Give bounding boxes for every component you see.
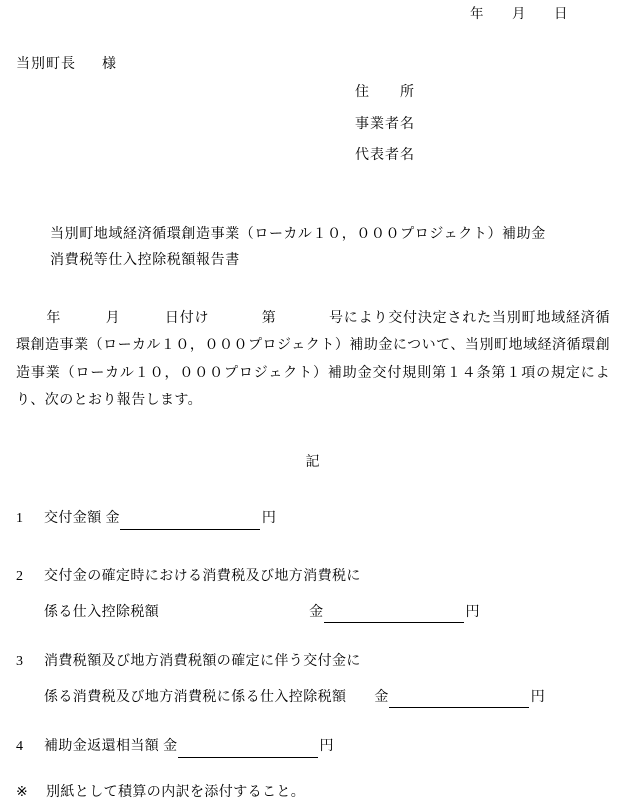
item-2 [16, 566, 612, 623]
item-3-amount-prefix: 金 [374, 689, 389, 705]
body-line1-rest: 号により交付決定された当別町地域経済循 [328, 311, 611, 326]
body-line2: 環創造事業（ローカル１０，０００プロジェクト）補助金について、当別町地域経済 [16, 338, 567, 354]
document-title-line1: 当別町地域経済循環創造事業（ローカル１０，０００プロジェクト）補助金 [50, 227, 546, 242]
item-3 [16, 651, 612, 708]
date-day-label: 日 [554, 6, 568, 21]
item-3-number: 3 [16, 654, 24, 669]
footnote-text: 別紙として積算の内訳を添付すること。 [46, 785, 306, 800]
ki-marker: 記 [305, 455, 322, 470]
item-2-line2: 係る仕入控除税額 [44, 604, 160, 620]
item-4 [16, 736, 612, 758]
item-4-amount-suffix: 円 [319, 739, 334, 754]
item-2-line1: 交付金の確定時における消費税及び地方消費税に [44, 569, 361, 584]
body-paragraph [16, 305, 610, 414]
item-1-amount [106, 508, 277, 530]
sender-address-label: 住 所 [355, 85, 415, 100]
body-line3: 循環創造事業（ローカル１０，０００プロジェクト）補助金交付規則第１４条第１項 [16, 338, 610, 381]
document-title-line2: 消費税等仕入控除税額報告書 [50, 252, 240, 268]
body-number-label: 第 [261, 311, 277, 326]
body-daydate-label: 日付け [164, 311, 210, 326]
item-2-number: 2 [16, 569, 24, 584]
sender-block [355, 82, 415, 177]
item-2-amount [309, 602, 480, 624]
item-1-amount-prefix: 金 [105, 511, 120, 526]
sender-representative-label: 代表者名 [355, 148, 415, 164]
footnote-mark: ※ [16, 785, 29, 800]
item-1 [16, 508, 612, 530]
item-3-line2: 係る消費税及び地方消費税に係る仕入控除税額 [44, 689, 347, 705]
footnote [16, 782, 305, 804]
item-3-amount [374, 687, 545, 709]
date-year-label: 年 [470, 6, 484, 21]
document-title [50, 222, 610, 274]
item-4-amount-prefix: 金 [163, 739, 178, 754]
addressee-name: 当別町長 [16, 57, 76, 72]
item-4-text: 補助金返還相当額 [44, 739, 160, 754]
item-4-number: 4 [16, 739, 24, 754]
addressee [16, 54, 117, 76]
item-3-line1: 消費税額及び地方消費税額の確定に伴う交付金に [44, 654, 361, 669]
date-line [470, 4, 620, 25]
body-month-label: 月 [105, 311, 121, 326]
item-1-amount-suffix: 円 [261, 511, 277, 526]
item-2-amount-blank[interactable] [324, 605, 464, 624]
item-3-amount-blank[interactable] [389, 690, 529, 709]
addressee-honorific: 様 [102, 57, 117, 72]
body-year-label: 年 [46, 311, 62, 326]
item-4-amount [163, 736, 334, 758]
item-2-amount-suffix: 円 [465, 604, 480, 620]
item-2-amount-prefix: 金 [309, 604, 324, 620]
body-line4: の規定により、次のとおり報告します。 [16, 365, 610, 408]
item-1-amount-blank[interactable] [120, 511, 260, 530]
item-1-number: 1 [16, 511, 24, 526]
item-4-amount-blank[interactable] [178, 739, 318, 758]
item-3-amount-suffix: 円 [530, 689, 546, 705]
sender-business-label: 事業者名 [355, 116, 415, 132]
date-month-label: 月 [512, 6, 526, 21]
item-1-text: 交付金額 [44, 511, 102, 526]
